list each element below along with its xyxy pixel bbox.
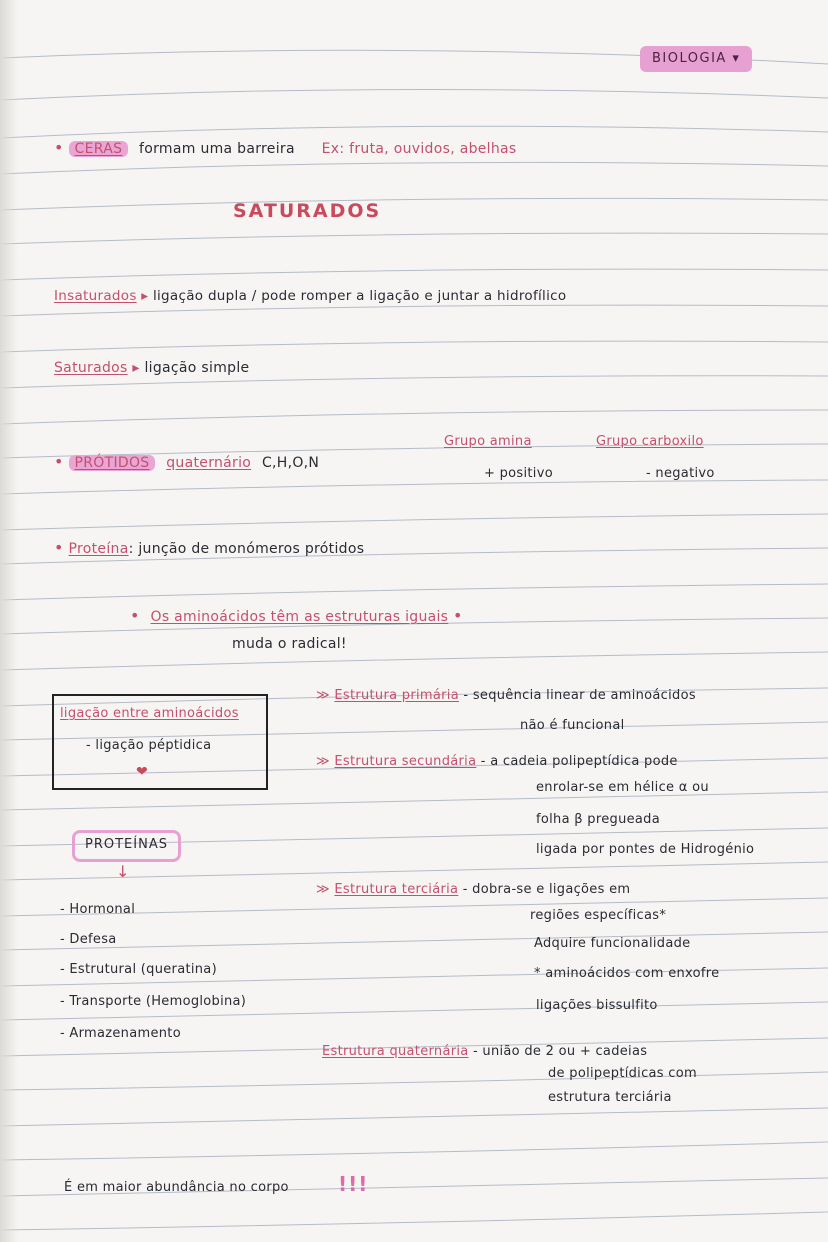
estrutura-quaternaria — [322, 1044, 647, 1059]
arrow-icon: ▸ — [141, 288, 149, 304]
proteinas-item: - Hormonal — [60, 902, 136, 917]
subject-tag: BIOLOGIA ▾ — [640, 46, 752, 72]
protidos-label: PRÓTIDOS — [69, 455, 156, 471]
secundaria-text3: folha β pregueada — [536, 812, 660, 827]
ceras-text: formam uma barreira — [139, 141, 295, 157]
saturados-text: ligação simple — [144, 360, 250, 376]
positivo-label: + positivo — [484, 466, 553, 481]
check-mark-icon: ≫ — [316, 754, 330, 769]
grupo-amina-label: Grupo amina — [444, 434, 532, 449]
ligacao-box-line1: ligação entre aminoácidos — [60, 706, 239, 721]
estrutura-primaria — [316, 688, 696, 703]
proteina-text: : junção de monómeros prótidos — [128, 541, 365, 557]
terciaria-text1: - dobra-se e ligações em — [462, 882, 631, 897]
quaternaria-text1: - união de 2 ou + cadeias — [472, 1044, 648, 1059]
exclamation-marks: !!! — [338, 1172, 369, 1196]
proteinas-item: - Estrutural (queratina) — [60, 962, 217, 977]
page-margin-shadow — [0, 0, 18, 1242]
estrutura-secundaria — [316, 754, 678, 769]
primaria-text1: - sequência linear de aminoácidos — [463, 688, 696, 703]
terciaria-text3: Adquire funcionalidade — [534, 936, 691, 951]
insaturados-text: ligação dupla / pode romper a ligação e juntar a hidrofílico — [152, 288, 567, 304]
secundaria-label: Estrutura secundária — [334, 754, 477, 769]
bullet-dot: • — [54, 538, 64, 557]
terciaria-label: Estrutura terciária — [334, 882, 459, 897]
proteina-line — [54, 538, 364, 557]
ceras-example: Ex: fruta, ouvidos, abelhas — [321, 141, 517, 157]
ligacao-box-line2: - ligação péptidica — [86, 738, 212, 753]
saturados-label: Saturados — [54, 360, 128, 376]
arrow-icon: ▸ — [132, 360, 140, 376]
insaturados-label: Insaturados — [54, 288, 137, 304]
proteinas-item: - Armazenamento — [60, 1026, 181, 1041]
quaternaria-text3: estrutura terciária — [548, 1090, 672, 1105]
footer-text: É em maior abundância no corpo — [64, 1180, 289, 1195]
secundaria-text1: - a cadeia polipeptídica pode — [480, 754, 678, 769]
proteina-label: Proteína — [68, 541, 129, 557]
quaternaria-text2: de polipeptídicas com — [548, 1066, 697, 1081]
proteinas-label: PROTEÍNAS — [72, 830, 181, 862]
negativo-label: - negativo — [646, 466, 715, 481]
ceras-label: CERAS — [69, 141, 129, 157]
check-mark-icon: ≫ — [316, 882, 330, 897]
primaria-label: Estrutura primária — [334, 688, 459, 703]
secundaria-text2: enrolar-se em hélice α ou — [536, 780, 709, 795]
primaria-text2: não é funcional — [520, 718, 625, 733]
radical-text: muda o radical! — [232, 636, 347, 652]
quaternaria-label: Estrutura quaternária — [322, 1044, 469, 1059]
protidos-line — [54, 452, 319, 471]
aminoacidos-line — [130, 606, 463, 625]
heart-icon: ❤ — [136, 764, 149, 780]
aminoacidos-text: Os aminoácidos têm as estruturas iguais — [150, 609, 449, 625]
insaturados-line — [54, 288, 566, 304]
page-title: SATURADOS — [233, 200, 382, 222]
secundaria-text4: ligada por pontes de Hidrogénio — [536, 842, 755, 857]
proteinas-item: - Transporte (Hemoglobina) — [60, 994, 247, 1009]
saturados-line — [54, 360, 249, 376]
bullet-dot: • — [54, 138, 64, 157]
down-arrow-icon: ↓ — [116, 862, 130, 881]
bullet-dot: • — [130, 606, 140, 625]
bullet-dot: • — [453, 606, 463, 625]
terciaria-text2: regiões específicas* — [530, 908, 667, 923]
protidos-elements: C,H,O,N — [261, 455, 320, 471]
protidos-desc: quaternário — [166, 455, 252, 471]
terciaria-text5: ligações bissulfito — [536, 998, 658, 1013]
proteinas-item: - Defesa — [60, 932, 117, 947]
ceras-line — [54, 138, 517, 157]
estrutura-terciaria — [316, 882, 630, 897]
grupo-carboxilo-label: Grupo carboxilo — [596, 434, 704, 449]
check-mark-icon: ≫ — [316, 688, 330, 703]
terciaria-text4: * aminoácidos com enxofre — [534, 966, 720, 981]
bullet-dot: • — [54, 452, 64, 471]
